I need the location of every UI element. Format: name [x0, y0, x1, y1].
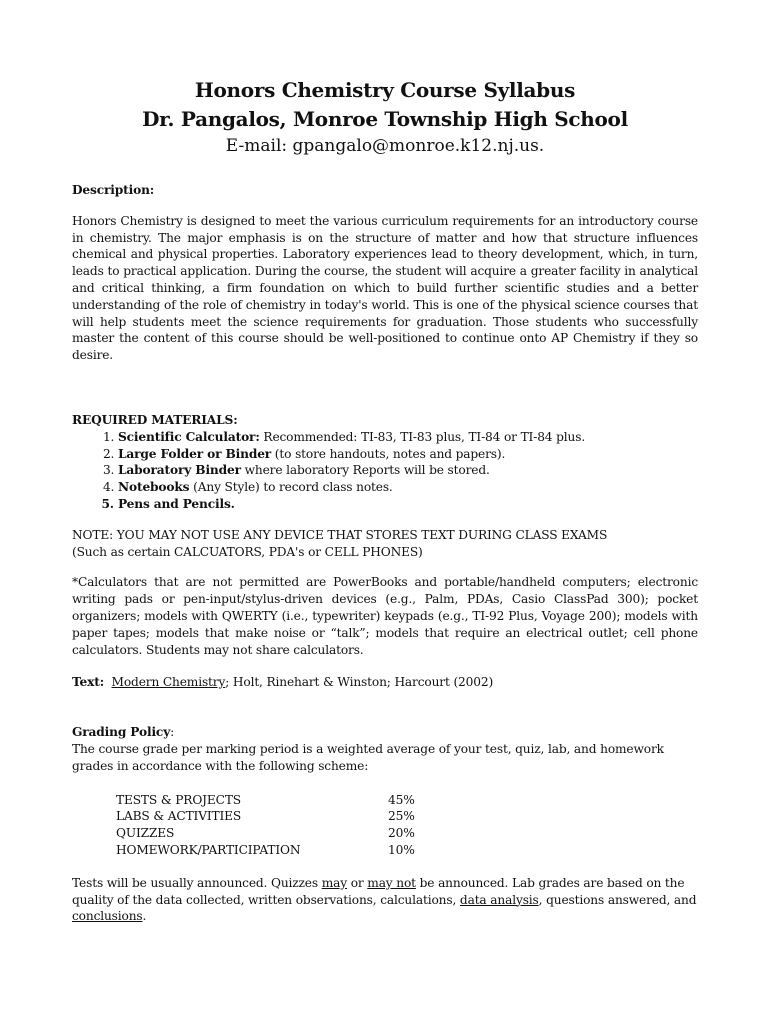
- table-row: [116, 792, 415, 809]
- grading-intro: The course grade per marking period is a weighted average of your test, quiz, lab, and homework grades in accordance with the following scheme:: [72, 741, 664, 773]
- materials-item-bold: Laboratory Binder: [118, 463, 241, 478]
- textbook-reference: [72, 674, 698, 691]
- tests-note-part: .: [142, 909, 147, 924]
- materials-item: [118, 462, 698, 479]
- grade-category: LABS & ACTIVITIES: [116, 809, 242, 824]
- grade-category: QUIZZES: [116, 826, 175, 841]
- tests-note-may-not: may not: [367, 875, 416, 890]
- calculators-note: *Calculators that are not permitted are PowerBooks and portable/handheld computers; electronic writing pads or pen-input/stylus-driven devices (e.g., Palm, PDAs, Casio ClassPad 300); pocket organizers; models with QWERTY (i.e., typewriter) keypads (e.g., TI-92 Plus, Voyage 200); models with paper tapes; models that make noise or “talk”; models that require an electrical outlet; cell phone calculators. Students may not share calculators.: [72, 575, 698, 657]
- grade-weight: 10%: [388, 842, 415, 857]
- tests-note-part: , questions answered, and: [538, 892, 697, 907]
- text-label: Text:: [72, 675, 105, 690]
- tests-note-part: be announced. Lab grades are based on the quality of the data collected, written observations, calculations,: [72, 875, 685, 907]
- tests-note-conclusions: conclusions: [72, 909, 143, 924]
- textbook-title: Modern Chemistry: [111, 675, 226, 690]
- materials-item-bold: Scientific Calculator:: [118, 429, 260, 444]
- table-row: [116, 808, 415, 825]
- grade-weight: 25%: [388, 809, 415, 824]
- grading-table: [116, 792, 415, 859]
- materials-item-bold: Pens and Pencils.: [118, 496, 235, 511]
- tests-note-part: or: [346, 875, 368, 890]
- grading-heading-colon: :: [170, 725, 175, 740]
- grading-heading-label: Grading Policy: [72, 725, 171, 740]
- materials-item: [118, 479, 698, 496]
- materials-item-text: (Any Style) to record class notes.: [189, 480, 393, 495]
- materials-item: [118, 496, 698, 513]
- exam-device-note: [72, 527, 698, 561]
- table-row: [116, 825, 415, 842]
- materials-item-text: Recommended: TI-83, TI-83 plus, TI-84 or TI-84 plus.: [259, 429, 586, 444]
- tests-note-may: may: [321, 875, 347, 890]
- note-line-1: NOTE: YOU MAY NOT USE ANY DEVICE THAT STORES TEXT DURING CLASS EXAMS: [72, 527, 608, 542]
- table-row: [116, 842, 415, 859]
- contact-email: E-mail: gpangalo@monroe.k12.nj.us.: [225, 136, 545, 156]
- grade-weight: 45%: [388, 792, 415, 807]
- materials-item: [118, 446, 698, 463]
- materials-item: [118, 429, 698, 446]
- grading-heading: [72, 724, 698, 741]
- materials-item-text: where laboratory Reports will be stored.: [240, 463, 490, 478]
- grade-category: HOMEWORK/PARTICIPATION: [116, 842, 301, 857]
- tests-note-part: Tests will be usually announced. Quizzes: [72, 875, 322, 890]
- materials-list: [72, 429, 698, 513]
- page-title: Honors Chemistry Course Syllabus: [194, 78, 576, 102]
- grade-weight: 20%: [388, 826, 415, 841]
- materials-heading: REQUIRED MATERIALS:: [72, 412, 238, 427]
- tests-note-data-analysis: data analysis: [459, 892, 539, 907]
- description-heading: Description:: [72, 183, 155, 197]
- materials-item-bold: Large Folder or Binder: [118, 446, 272, 461]
- materials-item-bold: Notebooks: [118, 480, 190, 495]
- title-block: [72, 0, 698, 158]
- grade-category: TESTS & PROJECTS: [116, 792, 242, 807]
- note-line-2: (Such as certain CALCUATORS, PDA's or CELL PHONES): [72, 544, 423, 559]
- description-paragraph: Honors Chemistry is designed to meet the various curriculum requirements for an introductory course in chemistry. The major emphasis is on the structure of matter and how that structure influences chemical and physical properties. Laboratory experiences lead to theory development, which, in turn, leads to practical application. During the course, the student will acquire a greater facility in analytical and critical thinking, a firm foundation on which to build further scientific studies and a better understanding of the role of chemistry in today's world. This is one of the physical science courses that will help students meet the science requirements for graduation. Those students who successfully master the content of this course should be well-positioned to continue onto AP Chemistry if they so desire.: [72, 213, 698, 363]
- page-subtitle: Dr. Pangalos, Monroe Township High School: [142, 107, 628, 131]
- tests-note: [72, 875, 698, 925]
- materials-item-text: (to store handouts, notes and papers).: [271, 446, 506, 461]
- textbook-publisher: ; Holt, Rinehart & Winston; Harcourt (2002): [225, 675, 494, 690]
